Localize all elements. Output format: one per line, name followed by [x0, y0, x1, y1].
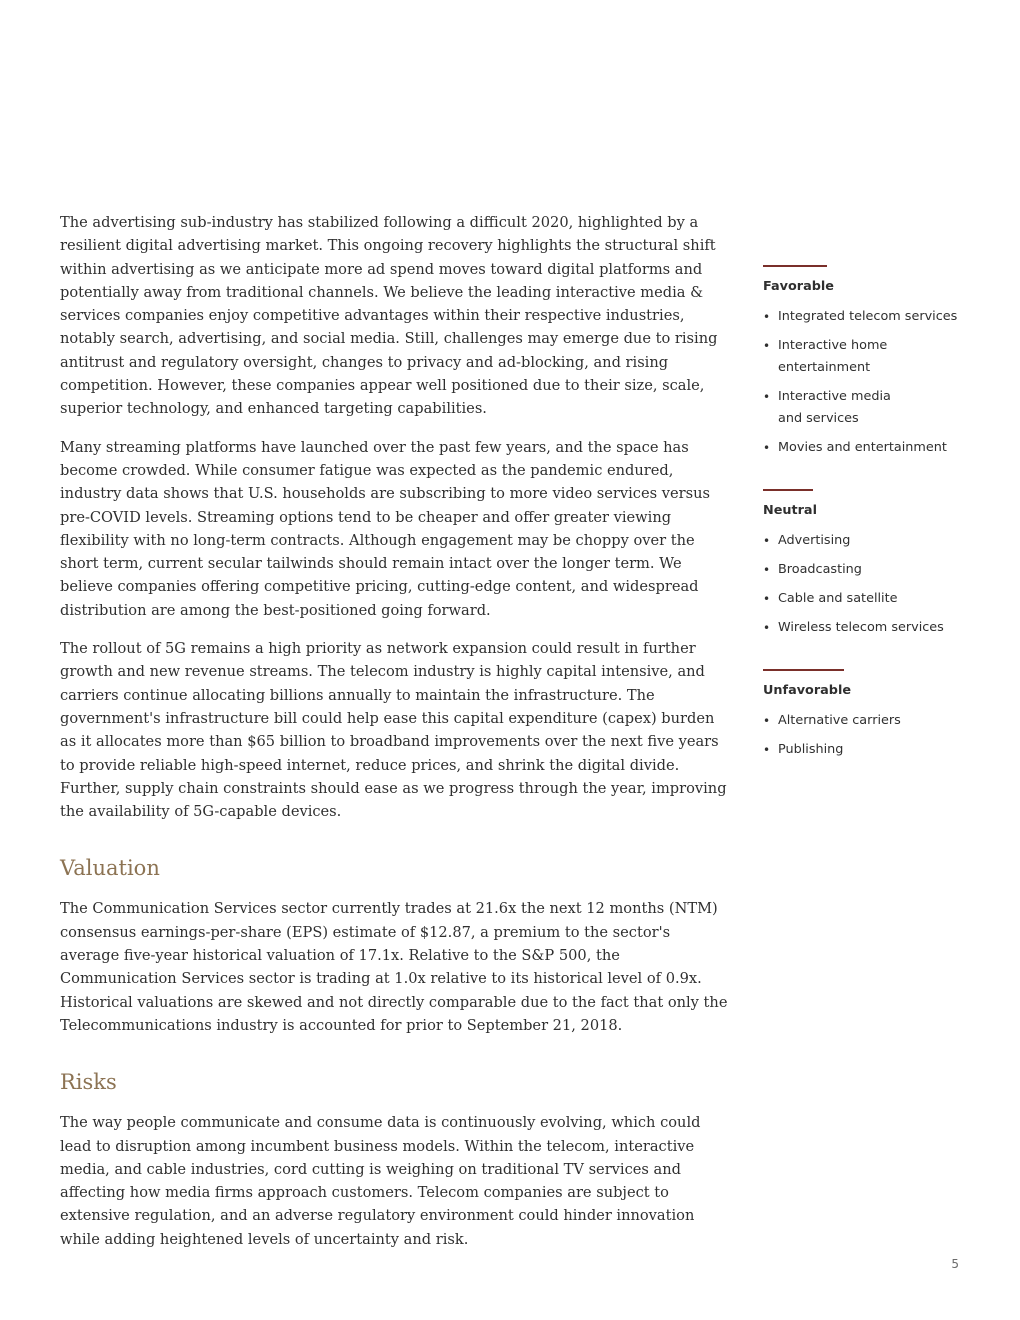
list-item	[763, 306, 973, 328]
list-item-label: Movies and entertainment	[778, 440, 947, 455]
bullet-icon: •	[763, 592, 771, 606]
list-item-label: Interactive home entertainment	[778, 338, 888, 375]
bullet-icon: •	[763, 339, 771, 353]
list-item-label: Cable and satellite	[778, 591, 898, 606]
neutral-title: Neutral	[763, 503, 817, 518]
neutral-list	[763, 530, 973, 639]
favorable-group	[763, 265, 973, 459]
neutral-divider	[763, 489, 813, 491]
list-item	[763, 386, 913, 430]
favorable-list	[763, 306, 973, 459]
list-item	[763, 530, 973, 552]
favorable-title: Favorable	[763, 279, 834, 294]
risks-heading: Risks	[60, 1070, 117, 1095]
unfavorable-divider	[763, 669, 844, 671]
page-number: 5	[951, 1257, 959, 1271]
sector-outlook-sidebar	[763, 265, 973, 791]
list-item	[763, 335, 913, 379]
main-column	[60, 211, 728, 1266]
list-item-label: Interactive media and services	[778, 389, 891, 426]
list-item	[763, 588, 973, 610]
valuation-heading: Valuation	[60, 856, 160, 881]
list-item-label: Integrated telecom services	[778, 309, 958, 324]
bullet-icon: •	[763, 534, 771, 548]
list-item	[763, 710, 973, 732]
valuation-paragraph: The Communication Services sector currently trades at 21.6x the next 12 months (NTM) consensus earnings-per-share (EPS) estimate of $12.87, a premium to the sector's average five-year historical valuation of 17.1x. Relative to the S&P 500, the Communication Services sector is trading at 1.0x relative to its historical level of 0.9x. Historical valuations are skewed and not directly comparable due to the fact that only the Telecommunications industry is accounted for prior to September 21, 2018.	[60, 900, 728, 1034]
list-item-label: Broadcasting	[778, 562, 862, 577]
5g-rollout-paragraph: The rollout of 5G remains a high priority as network expansion could result in further growth and new revenue streams. The telecom industry is highly capital intensive, and carriers continue allocating billions annually to maintain the infrastructure. The government's infrastructure bill could help ease this capital expenditure (capex) burden as it allocates more than $65 billion to broadband improvements over the next five years to provide reliable high-speed internet, reduce prices, and shrink the digital divide. Further, supply chain constraints should ease as we progress through the year, improving the availability of 5G-capable devices.	[60, 640, 727, 821]
bullet-icon: •	[763, 390, 771, 404]
bullet-icon: •	[763, 621, 771, 635]
list-item-label: Wireless telecom services	[778, 620, 944, 635]
list-item-label: Publishing	[778, 742, 844, 757]
bullet-icon: •	[763, 743, 771, 757]
bullet-icon: •	[763, 310, 771, 324]
bullet-icon: •	[763, 441, 771, 455]
list-item-label: Advertising	[778, 533, 851, 548]
bullet-icon: •	[763, 714, 771, 728]
list-item	[763, 617, 973, 639]
unfavorable-list	[763, 710, 973, 761]
unfavorable-title: Unfavorable	[763, 683, 852, 698]
neutral-group	[763, 489, 973, 639]
bullet-icon: •	[763, 563, 771, 577]
list-item	[763, 437, 973, 459]
streaming-paragraph: Many streaming platforms have launched over the past few years, and the space has become crowded. While consumer fatigue was expected as the pandemic endured, industry data shows that U.S. households are subscribing to more video services versus pre-COVID levels. Streaming options tend to be cheaper and offer greater viewing flexibility with no long-term contracts. Although engagement may be choppy over the short term, current secular tailwinds should remain intact over the longer term. We believe companies offering competitive pricing, cutting-edge content, and widespread distribution are among the best-positioned going forward.	[60, 438, 710, 619]
unfavorable-group	[763, 669, 973, 761]
advertising-paragraph: The advertising sub-industry has stabilized following a difficult 2020, highlighted by a resilient digital advertising market. This ongoing recovery highlights the structural shift within advertising as we anticipate more ad spend moves toward digital platforms and potentially away from traditional channels. We believe the leading interactive media & services companies enjoy competitive advantages within their respective industries, notably search, advertising, and social media. Still, challenges may emerge due to rising antitrust and regulatory oversight, changes to privacy and ad-blocking, and rising competition. However, these companies appear well positioned due to their size, scale, superior technology, and enhanced targeting capabilities.	[60, 214, 718, 418]
list-item	[763, 739, 973, 761]
risks-paragraph: The way people communicate and consume data is continuously evolving, which could lead to disruption among incumbent business models. Within the telecom, interactive media, and cable industries, cord cutting is weighing on traditional TV services and affecting how media firms approach customers. Telecom companies are subject to extensive regulation, and an adverse regulatory environment could hinder innovation while adding heightened levels of uncertainty and risk.	[60, 1114, 701, 1248]
list-item-label: Alternative carriers	[778, 713, 901, 728]
list-item	[763, 559, 973, 581]
favorable-divider	[763, 265, 827, 267]
